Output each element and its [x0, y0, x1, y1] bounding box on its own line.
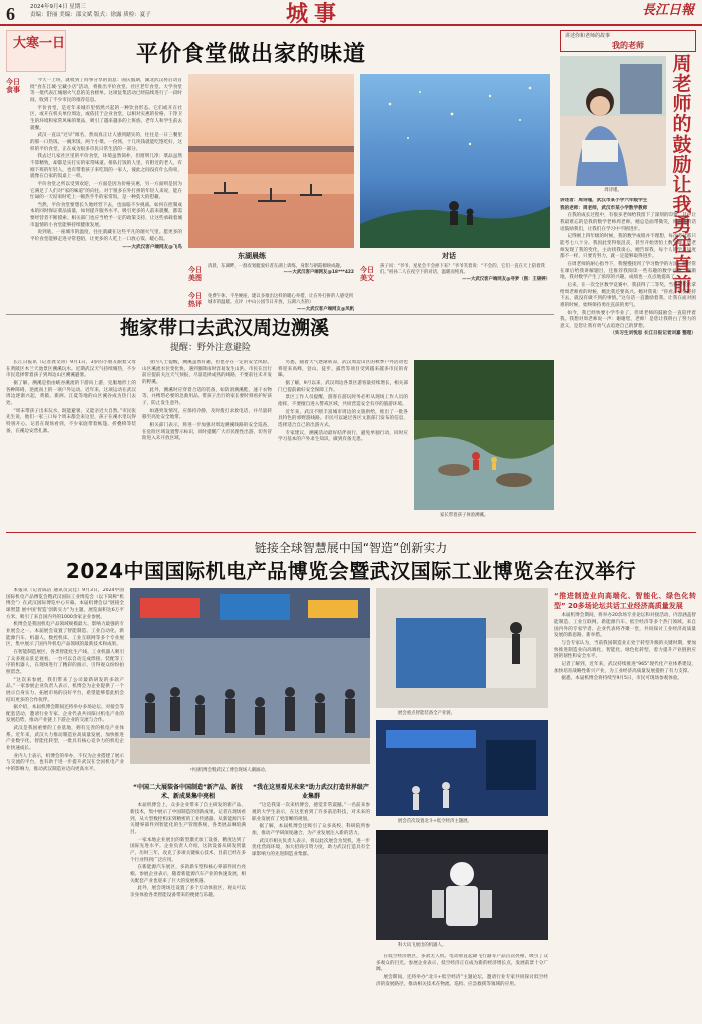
photo-robot-caption: 科大讯飞展出的机器人。 [398, 943, 447, 948]
stream-image [414, 360, 554, 510]
photo-equipment-caption: 展会重点智能装备全产业链。 [398, 711, 456, 716]
teacher-column-body: 讲述者：周诗瑾，武汉市某小学六年级学生 我的老师：周老师，武汉市某小学数学教师 在我的成长过程中，有很多老师给我留下了深刻的印象，其中让我最难忘的是我的数学老师周老师。她总是面带微笑，用温柔的话语鼓励我们，让我们在学习中不断进步。 记得刚上四年级的时候，我的数学成绩并不理想，每次考试都只能考七八十分。我因此变得很沮丧，甚至开始害怕上数学课。周老师发现了我的变化，主动找我谈心。她告诉我，每个人的学习进度都不一样，只要肯努力，就一定能够取得进步。 在周老师的耐心指导下，我慢慢找到了学习数学的方法。她经常在课后给我讲解题目，还推荐我阅读一些有趣的数学书籍。渐渐地，我对数学产生了浓厚的兴趣，成绩也一点点地提高了。 后来，在一次全区数学竞赛中，我获得了二等奖。当我把奖状拿给周老师看的时候，她比我还要高兴。她对我说：“你看，只要坚持下去，就没有做不到的事情。”这句话一直激励着我，让我在面对困难的时候，始终保持勇往直前的勇气。 如今，我已经快要小学毕业了，但周老师的鼓励会一直陪伴着我。我想对周老师说一声：谢谢您，老师！是您让我明白了努力的意义，是您让我有勇气去追逐自己的梦想。 （实习生刘悦思 长江日报记者刘嘉 整理） [560, 198, 696, 337]
tag-today-essay: 今日美文 [360, 266, 374, 283]
section-title: 城事 [286, 1, 343, 27]
photo-night-caption: 孩子问：“爷爷，星星会不会掉下来？”爷爷笑着说：“不会的，它们一直在天上陪着我们。”祖孙二人在夜空下的对话，温暖而纯真。 ——大武汉客户端网友@寻梦（图：王锦婷） [380, 264, 550, 282]
photo-expo-hall [130, 588, 370, 764]
masthead [0, 0, 702, 26]
date-line: 2024年9月4日 星期三 [30, 4, 86, 10]
top-story-title: 平价食堂做出家的味道 [136, 41, 367, 67]
photo-expo-hall-caption: 中国机博会暨武汉工博会现场人潮涌动。 [190, 768, 270, 773]
lake-image [188, 74, 354, 248]
top-story-byline: ——大武汉客户端网友@飞鸟 [122, 244, 182, 250]
divider [6, 314, 554, 315]
top-story-body: 今天一上班，就收到了同事分享的消息：国庆假期，湖北武汉将启动首批“食在江城·宝藏小店”活动，将推出平价食堂、社区老年食堂、大学食堂等一批代表江城烟火气息的美食榜单。这项征集活动已经陆续进行了一段时间，收到了不少市民的推荐信息。 平价食堂，是近年来城市里悄然兴起的一种饮食形态。它们或开在社区，或开在机关单位周边，或依托于企业食堂，以相对实惠的价格、干净卫生的环境和家常风味的菜品，吸引了越来越多的上班族、老年人和学生前去就餐。 武汉一直以“过早”闻名，然而真正让人感到踏实的，往往是一日三餐里的那一口热饭。一碗米饭、两个小菜、一份汤，十几块钱就能吃饱吃好，这样的平价食堂，正在成为很多市民日常生活的一部分。 我去过几家社区里的平价食堂，环境虽然简朴，但窗明几净；菜品虽然不算精致，却都是实打实的家常味道。排队打饭的人里，有附近的老人，有刚下班的年轻人，也有带着孩子来吃饭的一家人，彼此之间没有什么拘束，就像在自家的饭桌上一样。 平价食堂之所以受到欢迎，一方面是因为价格实惠，另一方面则是因为它满足了人们对“家的味道”的向往。对于很多在外打拼的年轻人来说，能在忙碌的一天结束时吃上一顿热乎乎的家常饭，是一种莫大的慰藉。 当然，平价食堂要想长久地经营下去，也面临不少挑战。如何在控制成本的同时保证菜品质量，如何提升服务水平、吸引更多的人前来就餐，都需要经营者不断摸索。相关部门也应当给予一定的政策支持，让这些承载着城市温情的小食堂能够持续健康发展。 说到底，一座城市的温度，往往就藏在这些平凡的烟火气里。愿更多的平价食堂能够走进寻常巷陌，让更多的人吃上一口放心饭、暖心饭。 ——大武汉客户端网友@飞鸟 [30, 78, 182, 250]
tag-today-food: 今日食事 [6, 78, 20, 95]
tag-today-comment: 今日热评 [188, 292, 202, 309]
bottom-col5: “推进制造业向高端化、智能化、绿色化转型” 20多场论坛共话工业经济高质量发展 本届机博会期间，将举办20余场专业论坛和对接活动，内容涵盖智能制造、工业互联网、新能源汽车、低空经济等多个热门领域。来自国内外的专家学者、企业代表将齐聚一堂，共同探讨工业经济高质量发展的新思路、新举措。 与会专家认为，当前我国制造业正处于转型升级的关键时期，要加快推进制造业向高端化、智能化、绿色化转型，着力提升产业链供应链的韧性和安全水平。 记者了解到，近年来，武汉持续推进“965”现代化产业体系建设，加快培育战略性新兴产业，为工业经济高质量发展提供了有力支撑。 据悉，本届机博会将持续至9月5日，市民可现场参观体验。 [554, 592, 696, 682]
top-story [6, 30, 554, 314]
divider-bottom [6, 532, 696, 533]
photo-night-title: 对话 [442, 252, 456, 260]
hot-comment: 免费午休、不坐硬座，建议多推出这样的暖心举措，让在外打拼的人感受到城市的温暖。点评（中山公园节日开放，五湖六杰的） ——大武汉客户端网友@风帆 [208, 294, 354, 312]
student-image [560, 56, 666, 186]
student-photo-caption: 周诗瑾。 [604, 188, 622, 193]
beidou-image [376, 720, 548, 816]
column-logo-text: 大寒一日 [13, 36, 66, 51]
bottom-col1: 本报讯（记者陈洁 通讯员吴佳）9月3日，2024中国国际机电产品博览会暨武汉国际工业博览会（以下简称“机博会”）在武汉国际博览中心开幕。本届机博会以“链接全球智慧 展中国‘智造’创新实力”为主题，展览面积达6万平方米，吸引了来自国内外的1000余家企业参展。 机博会是我国机电产品领域规模最大、影响力最强的专业展会之一。本届展会设置了智能制造、工业自动化、新能源汽车、机器人、数控机床、工业互联网等多个专业展区，集中展示了国内外机电产品领域的最新技术和成果。 在智能制造展区，各类智能化生产线、工业机器人吸引了众多观众驻足观看。一台可以自动完成焊接、装配等工序的机器人，在现场进行了精彩的演示，引得观众纷纷拍照留念。 “这次来参展，我们带来了公司最新研发的多款产品。”一家参展企业负责人表示，机博会为企业提供了一个展示自身实力、拓展市场的良好平台，希望能够借此机会结识更多的合作伙伴。 据介绍，本届机博会期间还将举办多场论坛、对接会等配套活动，邀请行业专家、企业代表共同探讨机电产业的发展趋势，推动产业链上下游企业的交流与合作。 武汉是我国重要的工业基地，拥有完善的机电产业体系。近年来，武汉大力推动制造业高质量发展，加快推进产业数字化、智能化转型，一批具有核心竞争力的机电企业快速成长。 业内人士表示，机博会的举办，不仅为企业搭建了展示与交流的平台，也有助于进一步提升武汉在全国机电产业中的影响力，推动武汉制造业迈向更高水平。 [6, 588, 124, 773]
photo-robot [376, 830, 548, 940]
editor-line: 责编：舒丽 美编：邵文斌 版式：徐露 质检：夏子 [30, 12, 151, 19]
photo-stream [414, 360, 554, 510]
photo-lake-title: 东湖晨练 [238, 252, 266, 260]
bottom-story-kicker: 链接全球智慧展中国“智造”创新实力 [254, 541, 448, 555]
tag-today-photo: 今日美图 [188, 266, 202, 283]
photo-lake [188, 74, 354, 248]
teacher-column-title: 周老师的鼓励让我勇往直前 [672, 53, 692, 297]
mid-story-col2: 业内人士提醒，溯溪虽然有趣，但也存在一定的安全风险。山区溪流水位变化快，遇到强降雨时容易发生山洪。市民在出行前应提前关注天气预报，尽量选择成熟的线路，不要前往未开发的野溪。 此外，溯溪时应穿着合适的装备，如防滑溯溪鞋、速干衣物等，并携带必要的急救用品。带孩子出行的家长要时刻看护好孩子，防止发生意外。 如遇突发情况，应保持冷静，及时拨打求救电话，并尽量转移至高处安全地带。 相关部门表示，将进一步加强对周边溯溪线路的安全巡查，在危险区域设置警示标识，同时提醒广大市民理性出游，切勿冒险进入未开放区域。 [142, 360, 272, 442]
robot-image [376, 830, 548, 940]
photo-night-sky [360, 74, 550, 248]
photo-beidou [376, 720, 548, 816]
column-logo [6, 30, 66, 72]
mid-story-col1: 长江日报讯（记者龚文涛）9月1日，3岁的小朋友跟着父母在黄陂区木兰天池景区溯溪玩水。近期武汉天气持续晴热，不少市民选择带着孩子到周边山区溯溪避暑。 据了解，溯溪是指由峡谷溪流的下游向上游，克服地形上的各种障碍，逆流而上的一项户外运动。近年来，这项运动在武汉周边逐渐兴起，黄陂、新洲、江夏等地的山区溪谷成为热门去处。 “周末带孩子出来玩水，既能避暑，又能亲近大自然。”市民张先生说，他们一家三口每个周末都会来这里，孩子在溪水里玩得特别开心。记者在现场看到，不少家庭带着帐篷、折叠椅等装备，在溪边安营扎寨。 [6, 360, 136, 434]
bottom-col3: “我在这里看见未来”助力武汉打造世界级产业集群 “这是我第一次来机博会，感觉非常震撼。”一名前来参观的大学生表示，在这里看到了许多前沿科技，对未来的职业发展有了更清晰的规划。 据了解，本届机博会还吸引了众多高校、科研院所参加，推动产学研深度融合，为产业发展注入新的活力。 武汉市相关负责人表示，将以此次展会为契机，进一步优化营商环境，加大招商引资力度，助力武汉打造具有全球影响力的先进制造业集群。 [252, 784, 370, 857]
page-number: 6 [6, 4, 15, 24]
equipment-image [376, 588, 548, 708]
bottom-story-title: 2024中国国际机电产品博览会暨武汉国际工业博览会在汉举行 [65, 559, 637, 583]
photo-stream-caption: 家长带着孩子体验溯溪。 [440, 513, 489, 518]
photo-equipment [376, 588, 548, 708]
night-sky-image [360, 74, 550, 248]
teacher-column-header: 讲述你和老师的故事 我的老师 [560, 30, 696, 52]
bottom-col2: “中国二大展装备中国制造”新产品、新技术、新成果集中亮相 本届机博会上，众多企业带来了自主研发的新产品、新技术，集中展示了中国制造的创新成果。记者在现场看到，从大型数控机床到精密的工业传感器，从新能源汽车关键零部件到智能化的生产管理系统，各类展品琳琅满目。 一家本地企业展出的新型激光加工设备，精度达到了国际先进水平。企业负责人介绍，这款设备从研发到量产，历时三年，攻克了多项关键核心技术，目前已经在多个行业得到广泛应用。 在新能源汽车展区，多款新车型和核心零部件同台亮相。参展企业表示，随着新能源汽车产业的快速发展，相关配套产业也迎来了巨大的发展机遇。 此外，展会现场还设置了多个互动体验区，观众可以亲身体验各类智能设备带来的便捷与乐趣。 [130, 784, 246, 898]
expo-hall-image [130, 588, 370, 764]
mid-story-col3: 另悉，随着天气逐渐转凉，武汉周边山区的秋季户外活动也将迎来高峰，登山、徒步、露营等项目受到越来越多市民的青睐。 据了解，9月以来，武汉周边各景区游客量持续增长，相关部门已提前做好安全保障工作。 景区工作人员提醒，游客在游玩时务必听从现场工作人员的指挥，不要擅自进入警戒区域，共同营造安全有序的旅游环境。 近年来，武汉不断丰富城市周边的文旅供给，推出了一批各具特色的郊野游线路。市民可以通过各区文旅部门发布的信息，选择适合自己的出游方式。 专家建议，溯溪活动最好结伴而行，避免单独行动，同时应学习基本的户外求生知识，做到有备无患。 [278, 360, 408, 443]
masthead-meta [30, 3, 151, 20]
student-photo [560, 56, 666, 186]
photo-beidou-caption: 展会首次设置北斗+低空经济主题展。 [398, 819, 472, 824]
teacher-column [560, 30, 696, 514]
mid-story-title: 拖家带口去武汉周边溯溪 [120, 317, 330, 339]
mid-story-subtitle: 提醒：野外注意避险 [170, 343, 252, 353]
bottom-col4: 在低空经济展区，多款无人机、电动垂直起降飞行器等产品首次亮相，吸引了众多观众的目光。参展企业表示，低空经济正在成为新的经济增长点，发展前景十分广阔。 展会期间，还将举办“北斗+低空经济”主题论坛，邀请行业专家共同探讨低空经济的发展路径，推动相关技术在物流、巡检、应急救援等领域的应用。 [376, 954, 548, 987]
paper-logo: 長江日報 [641, 3, 694, 18]
teacher-column-byline: （实习生刘悦思 长江日报记者刘嘉 整理） [610, 331, 696, 337]
photo-lake-caption: 清晨，东湖畔，一群皮划艇爱好者在湖上训练，身影与朝霞相映成趣。 ——大武汉客户端网友@18***422 [208, 264, 354, 276]
